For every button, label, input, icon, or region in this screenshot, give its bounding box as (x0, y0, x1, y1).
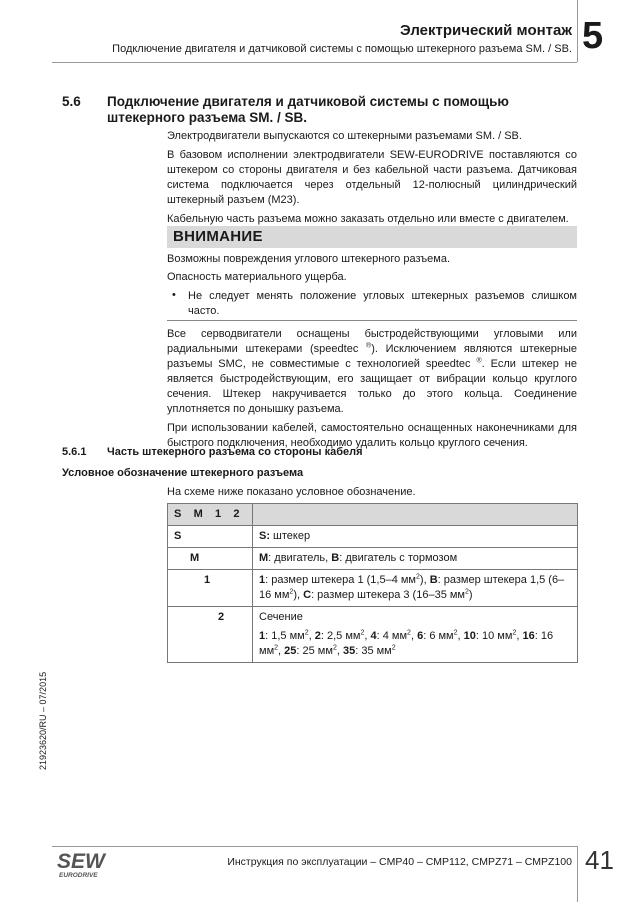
speedtec-paragraph (167, 327, 577, 417)
superscript: 2 (512, 629, 517, 637)
row-text: : размер штекера 3 (16–35 мм (311, 589, 465, 601)
cross-section-key: 1 (259, 630, 266, 642)
separator: , (336, 645, 343, 657)
table-row (168, 548, 578, 570)
speedtec-text-part-3: . Если штекер не является быстродействующим, его защищает от вибрации кольцо круглого сечения. Штекер накручивается только до этого кольца. Соединение уплотняется по донышку разъема. (167, 358, 577, 415)
row-text: : размер штекера 1 (1,5–4 мм (265, 574, 416, 586)
cross-section-key: 2 (314, 630, 321, 642)
designation-heading: Условное обозначение штекерного разъема (62, 467, 304, 479)
superscript: 2 (304, 629, 309, 637)
cross-section-key: 35 (342, 645, 356, 657)
cable-paragraph: При использовании кабелей, самостоятельно оснащенных наконечниками для быстрого подключения, необходимо удалить кольцо круглого сечения. (167, 422, 577, 449)
row-label: C (303, 589, 312, 601)
bullet-mark: • (172, 289, 176, 301)
table-header-code (168, 504, 253, 526)
footer-vertical-divider (577, 846, 578, 902)
cross-section-key: 16 (522, 630, 535, 642)
cross-section-value: : 2,5 мм (320, 630, 361, 642)
code-cell: 2 (168, 607, 253, 663)
speedtec-text (167, 327, 577, 451)
superscript: 2 (360, 629, 365, 637)
warning-bottom-divider (167, 320, 577, 321)
code-cell: M (168, 548, 253, 570)
header-title: Электрический монтаж (400, 22, 572, 39)
superscript: 2 (453, 629, 458, 637)
superscript: 2 (465, 588, 469, 596)
separator: , (516, 630, 523, 642)
section-number: 5.6 (62, 94, 81, 109)
description-cell (253, 607, 578, 663)
cross-section-value: : 16 мм (259, 630, 554, 657)
sew-logo (56, 846, 108, 880)
superscript: 2 (274, 644, 279, 652)
row-label: B (429, 574, 438, 586)
speedtec-text-part-1: Все серводвигатели оснащены быстродействующими угловыми или радиальными штекерами (speedtec (167, 328, 577, 355)
header-code-s: S (174, 508, 182, 520)
header-code-1: 1 (214, 508, 222, 520)
cross-section-value: : 25 мм (296, 645, 333, 657)
cross-section-key: 25 (284, 645, 297, 657)
table-row (168, 570, 578, 607)
chapter-number: 5 (582, 15, 604, 57)
row-text: : двигатель, (268, 552, 332, 564)
cross-section-value: : 4 мм (376, 630, 408, 642)
page-number: 41 (585, 845, 614, 875)
superscript: 2 (289, 588, 294, 596)
table-header-empty (253, 504, 578, 526)
table-row (168, 607, 578, 663)
section-title: Подключение двигателя и датчиковой системы с помощью штекерного разъема SM. / SB. (107, 94, 509, 125)
cross-section-key: 4 (370, 630, 377, 642)
superscript: 2 (407, 629, 411, 637)
description-cell (253, 570, 578, 607)
cross-section-value: : 1,5 мм (265, 630, 305, 642)
warning-title: ВНИМАНИЕ (173, 228, 263, 245)
row-text: ), (293, 589, 304, 601)
logo-main-text: SEW (57, 850, 105, 873)
row-text: ), (419, 574, 430, 586)
row-text: штекер (270, 530, 311, 542)
separator: , (308, 630, 315, 642)
row-label: B (331, 552, 340, 564)
document-code: 21923620/RU – 07/2015 (38, 671, 48, 770)
warning-bullet-text: Не следует менять положение угловых штекерных разъемов слишком часто. (188, 290, 577, 317)
warning-line-1: Возможны повреждения углового штекерного разъема. (167, 253, 451, 265)
separator: , (364, 630, 371, 642)
cross-section-title: Сечение (259, 611, 303, 623)
footer-text: Инструкция по эксплуатации – CMP40 – CMP112, CMPZ71 – CMPZ100 (227, 856, 572, 868)
row-text: ) (468, 589, 473, 601)
registered-mark: ® (366, 342, 372, 350)
superscript: 2 (332, 644, 337, 652)
intro-paragraph-2: В базовом исполнении электродвигатели SEW-EURODRIVE поставляются со штекером со стороны двигателя и без кабельной части разъема. Датчиковая система подключается через отдельный 12-полюсный цилиндрический штекерный разъем (M23). (167, 149, 577, 206)
separator: , (278, 645, 285, 657)
cross-section-list (259, 629, 571, 659)
cross-section-value: : 6 мм (423, 630, 454, 642)
cross-section-value: : 10 мм (475, 630, 513, 642)
speedtec-text-part-2: ). Исключением являются штекерные разъемы SMC, не совместимые с технологией speedtec (167, 343, 577, 370)
subsection-title: Часть штекерного разъема со стороны кабеля (107, 446, 363, 458)
intro-text (167, 129, 577, 227)
designation-table (167, 503, 578, 663)
designation-intro: На схеме ниже показано условное обозначение. (167, 486, 416, 498)
row-label: M (259, 552, 269, 564)
row-text: : двигатель с тормозом (339, 552, 458, 564)
table-row (168, 526, 578, 548)
code-cell: 1 (168, 570, 253, 607)
logo-sub-text: EURODRIVE (59, 872, 98, 879)
superscript: 2 (416, 573, 420, 581)
cross-section-value: : 35 мм (355, 645, 392, 657)
cross-section-key: 6 (417, 630, 424, 642)
header-subtitle: Подключение двигателя и датчиковой системы с помощью штекерного разъема SM. / SB. (112, 43, 572, 55)
header-divider (52, 62, 577, 63)
header-code-2: 2 (233, 508, 240, 520)
row-label: S: (259, 530, 270, 542)
description-cell (253, 548, 578, 570)
separator: , (410, 630, 418, 642)
code-cell: S (168, 526, 253, 548)
header-code-m: M (193, 508, 203, 520)
registered-mark: ® (476, 357, 482, 365)
warning-line-2: Опасность материального ущерба. (167, 271, 347, 283)
separator: , (457, 630, 464, 642)
table-header-row (168, 504, 578, 526)
footer-divider (52, 846, 577, 847)
cross-section-key: 10 (463, 630, 476, 642)
description-cell (253, 526, 578, 548)
row-text: : размер штекера 1,5 (6–16 мм (259, 574, 565, 601)
header-vertical-divider (577, 0, 578, 62)
superscript: 2 (391, 644, 396, 652)
intro-paragraph-1: Электродвигатели выпускаются со штекерными разъемами SM. / SB. (167, 130, 522, 142)
intro-paragraph-3: Кабельную часть разъема можно заказать отдельно или вместе с двигателем. (167, 213, 569, 225)
subsection-number: 5.6.1 (62, 446, 87, 458)
row-label: 1 (259, 574, 266, 586)
